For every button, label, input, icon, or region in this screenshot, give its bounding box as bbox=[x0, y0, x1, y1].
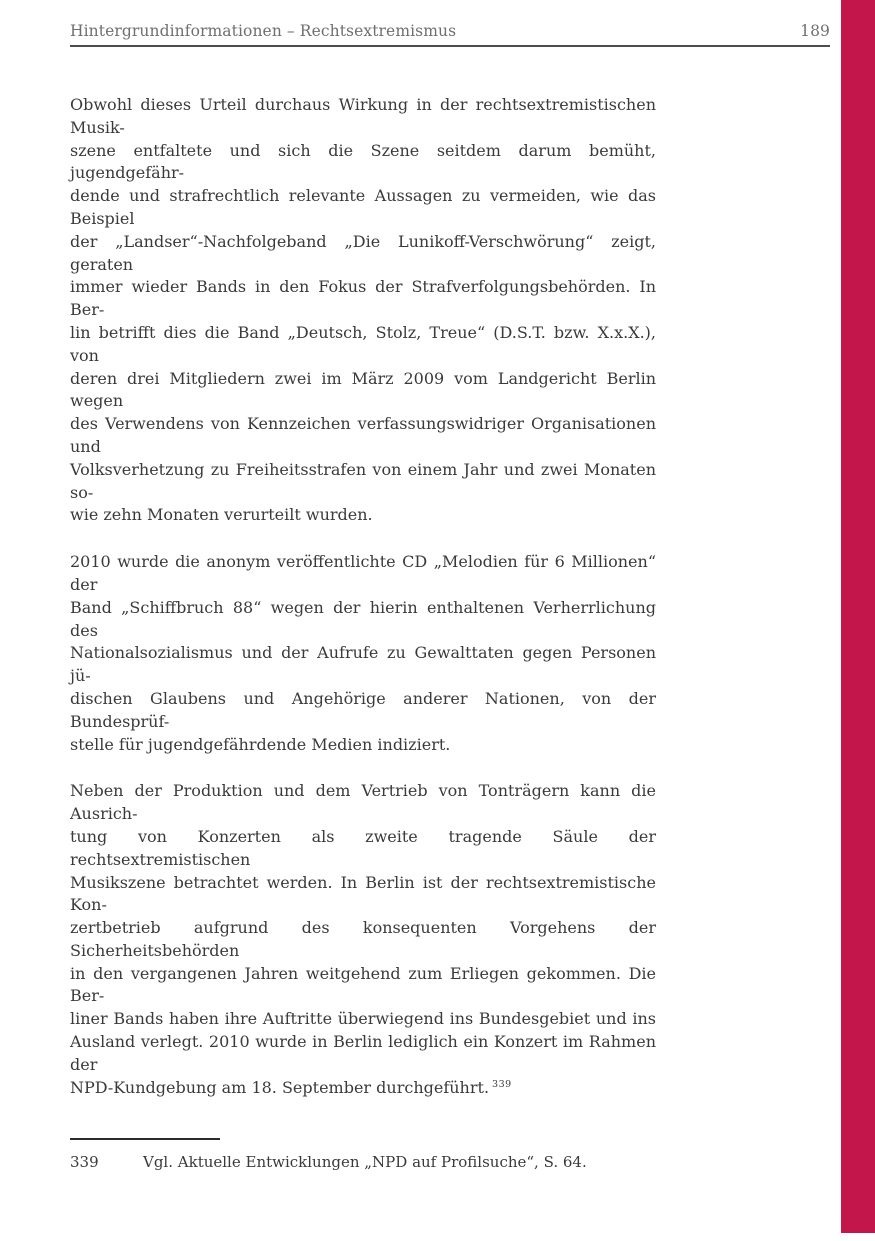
text-line: der „Landser“-Nachfolgeband „Die Lunikoff-Verschwörung“ zeigt, geraten bbox=[70, 231, 656, 274]
text-line: Band „Schiffbruch 88“ wegen der hierin enthaltenen Verherrlichung des bbox=[70, 597, 656, 640]
text-line: immer wieder Bands in den Fokus der Strafverfolgungsbehörden. In Ber- bbox=[70, 277, 656, 320]
text-line: szene entfaltete und sich die Szene seitdem darum bemüht, jugendgefähr- bbox=[70, 140, 656, 183]
text-line: zertbetrieb aufgrund des konsequenten Vorgehens der Sicherheitsbehörden bbox=[70, 918, 656, 960]
text-line: tung von Konzerten als zweite tragende Säule der rechtsextremistischen bbox=[70, 826, 656, 869]
footnote-number: 339 bbox=[70, 1153, 99, 1171]
text-line-with-footnote bbox=[70, 1077, 656, 1100]
header-rule bbox=[70, 45, 830, 47]
page-number: 189 bbox=[800, 22, 830, 40]
text-line: wie zehn Monaten verurteilt wurden. bbox=[70, 505, 373, 525]
text-line: liner Bands haben ihre Auftritte überwiegend ins Bundesgebiet und ins bbox=[70, 1009, 656, 1029]
text-line: stelle für jugendgefährdende Medien indiziert. bbox=[70, 734, 451, 754]
text-line: dischen Glaubens und Angehörige anderer Nationen, von der Bundesprüf- bbox=[70, 688, 656, 731]
text-line: NPD-Kundgebung am 18. September durchgeführt. bbox=[70, 1077, 490, 1097]
text-line: Nationalsozialismus und der Aufrufe zu Gewalttaten gegen Personen jü- bbox=[70, 643, 656, 686]
text-line: des Verwendens von Kennzeichen verfassungswidriger Organisationen und bbox=[70, 414, 656, 456]
text-line: Neben der Produktion und dem Vertrieb von Tonträgern kann die Ausrich- bbox=[70, 781, 656, 824]
paragraph-3 bbox=[70, 780, 656, 1099]
text-line: 2010 wurde die anonym veröffentlichte CD „Melodien für 6 Millionen“ der bbox=[70, 552, 656, 594]
text-line: dende und strafrechtlich relevante Aussagen zu vermeiden, wie das Beispiel bbox=[70, 186, 656, 228]
text-line: in den vergangenen Jahren weitgehend zum Erliegen gekommen. Die Ber- bbox=[70, 963, 656, 1006]
footnote-text: Vgl. Aktuelle Entwicklungen „NPD auf Profilsuche“, S. 64. bbox=[143, 1153, 587, 1171]
text-line: deren drei Mitgliedern zwei im März 2009 vom Landgericht Berlin wegen bbox=[70, 368, 656, 411]
text-line: lin betrifft dies die Band „Deutsch, Stolz, Treue“ (D.S.T. bzw. X.x.X.), von bbox=[70, 322, 656, 365]
footnote-rule bbox=[70, 1138, 220, 1140]
footnote-ref: 339 bbox=[492, 1078, 512, 1090]
paragraph-1 bbox=[70, 94, 656, 527]
page-header bbox=[70, 22, 830, 41]
footnote bbox=[70, 1152, 656, 1172]
text-line: Volksverhetzung zu Freiheitsstrafen von einem Jahr und zwei Monaten so- bbox=[70, 459, 656, 502]
text-line: Obwohl dieses Urteil durchaus Wirkung in der rechtsextremistischen Musik- bbox=[70, 95, 656, 137]
running-header-title: Hintergrundinformationen – Rechtsextremismus bbox=[70, 22, 457, 40]
accent-bar bbox=[841, 0, 875, 1233]
text-line: Ausland verlegt. 2010 wurde in Berlin lediglich ein Konzert im Rahmen der bbox=[70, 1032, 656, 1074]
body-text bbox=[70, 94, 656, 1123]
paragraph-2 bbox=[70, 551, 656, 756]
text-line: Musikszene betrachtet werden. In Berlin ist der rechtsextremistische Kon- bbox=[70, 872, 656, 915]
